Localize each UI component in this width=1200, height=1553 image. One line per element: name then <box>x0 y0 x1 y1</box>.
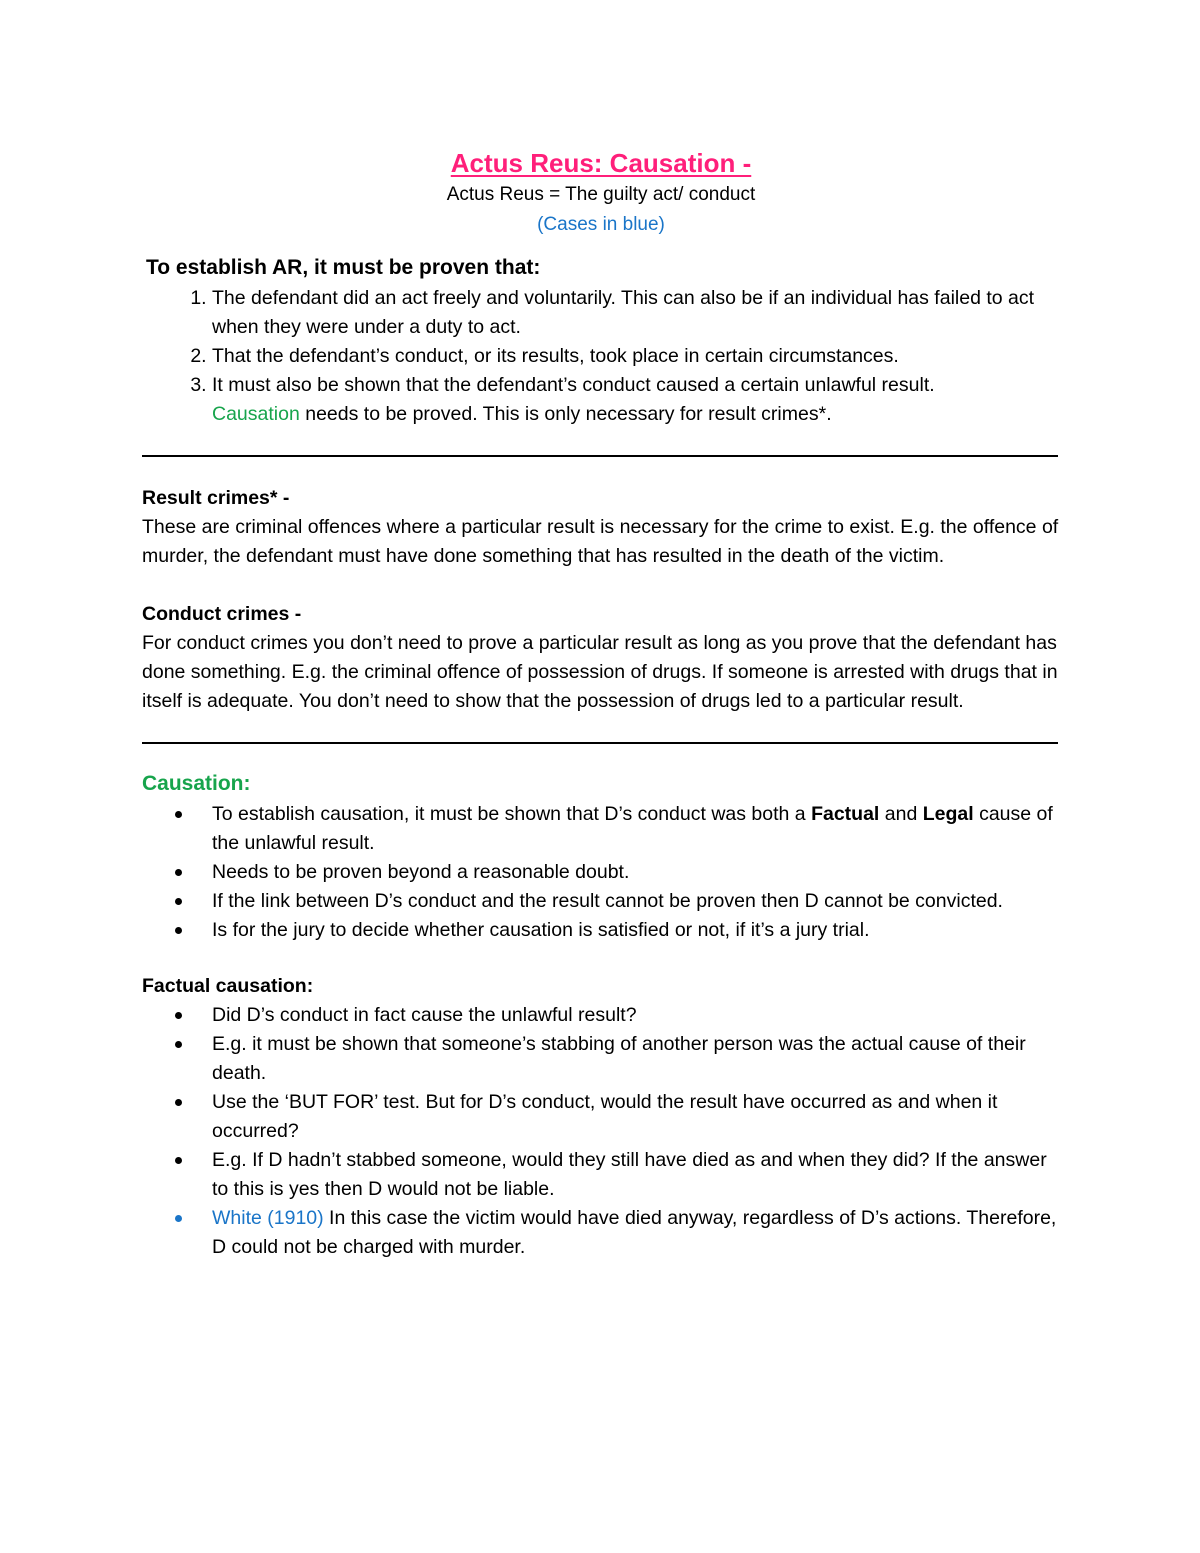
divider-1 <box>142 455 1058 457</box>
case-name: White (1910) <box>212 1207 324 1229</box>
legal-term: Legal <box>922 803 974 825</box>
conduct-crimes-text: For conduct crimes you don’t need to prove a particular result as long as you prove that the defendant has done something. E.g. the criminal offence of possession of drugs. If someone is arrested with drugs that in itself is adequate. You don’t need to show that the possession of drugs led to a particular result. <box>142 632 1058 712</box>
list-item: E.g. If D hadn’t stabbed someone, would they still have died as and when they did? If the answer to this is yes then D would not be liable. <box>212 1146 1060 1204</box>
causation-list <box>142 800 1060 945</box>
bullet-icon <box>175 811 182 818</box>
divider-2 <box>142 742 1058 744</box>
establish-list <box>142 284 1060 429</box>
causation-term: Causation <box>212 403 300 425</box>
bullet-icon <box>175 1041 182 1048</box>
bullet-icon <box>175 1215 182 1222</box>
establish-item-3-rest: needs to be proved. This is only necessary for result crimes*. <box>299 403 832 425</box>
bullet-icon <box>175 898 182 905</box>
bullet-icon <box>175 869 182 876</box>
bullet-icon <box>175 927 182 934</box>
list-item: Did D’s conduct in fact cause the unlawful result? <box>212 1001 1060 1030</box>
list-item: Use the ‘BUT FOR’ test. But for D’s conduct, would the result have occurred as and when it occurred? <box>212 1088 1060 1146</box>
page-title: Actus Reus: Causation - <box>450 148 752 178</box>
bullet-icon <box>175 1099 182 1106</box>
conduct-crimes-heading: Conduct crimes - <box>142 603 302 625</box>
list-item: Needs to be proven beyond a reasonable doubt. <box>212 858 1060 887</box>
establish-item-3-text: It must also be shown that the defendant’s conduct caused a certain unlawful result. <box>212 374 935 396</box>
list-item: White (1910) In this case the victim would have died anyway, regardless of D’s actions. Therefore, D could not be charged with murder. <box>212 1204 1060 1262</box>
cases-note: (Cases in blue) <box>537 214 665 235</box>
factual-list <box>142 1001 1060 1262</box>
establish-item-1: 1. The defendant did an act freely and voluntarily. This can also be if an individual has failed to act when they were under a duty to act. <box>212 284 1060 342</box>
document-page <box>142 146 1060 1262</box>
result-crimes-text: These are criminal offences where a particular result is necessary for the crime to exist. E.g. the offence of murder, the defendant must have done something that has resulted in the death of the victim. <box>142 516 1059 567</box>
establish-item-3 <box>212 371 1060 429</box>
result-crimes-heading: Result crimes* - <box>142 487 290 509</box>
factual-term: Factual <box>811 803 880 825</box>
bullet-icon <box>175 1012 182 1019</box>
factual-causation-heading: Factual causation: <box>142 975 314 997</box>
bullet-icon <box>175 1157 182 1164</box>
establish-item-2: 2. That the defendant’s conduct, or its results, took place in certain circumstances. <box>212 342 1060 371</box>
causation-heading: Causation: <box>142 772 251 795</box>
list-item: E.g. it must be shown that someone’s stabbing of another person was the actual cause of their death. <box>212 1030 1060 1088</box>
list-item: To establish causation, it must be shown that D’s conduct was both a Factual and Legal cause of the unlawful result. <box>212 800 1060 858</box>
list-item: Is for the jury to decide whether causation is satisfied or not, if it’s a jury trial. <box>212 916 1060 945</box>
list-item: If the link between D’s conduct and the result cannot be proven then D cannot be convicted. <box>212 887 1060 916</box>
establish-heading: To establish AR, it must be proven that: <box>146 256 541 279</box>
subtitle: Actus Reus = The guilty act/ conduct <box>446 184 756 205</box>
